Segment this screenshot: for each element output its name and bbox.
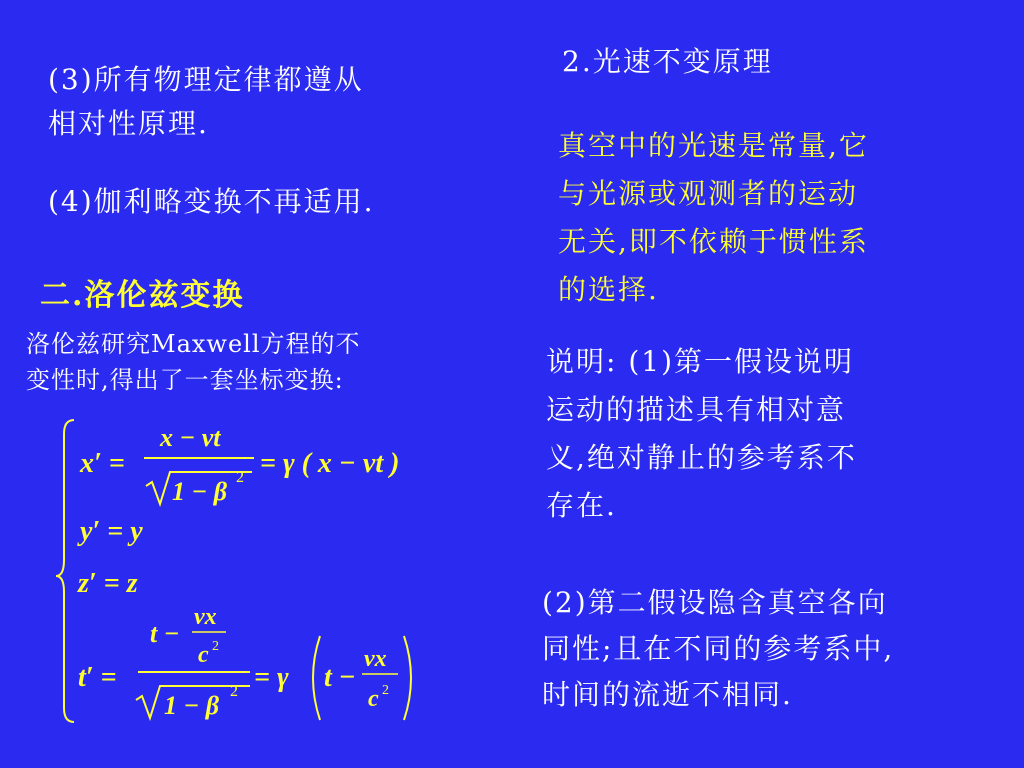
principle-line-1: 与光源或观测者的运动 xyxy=(558,177,859,210)
x-den-exp: 2 xyxy=(236,469,244,486)
t-rhs-c-exp: 2 xyxy=(382,683,389,698)
note2-line-1: 同性;且在不同的参考系中, xyxy=(542,632,895,665)
item-3 xyxy=(48,58,364,146)
t-den-exp: 2 xyxy=(230,683,238,700)
x-rhs: = γ ( x − vt ) xyxy=(260,448,400,479)
t-rhs-vx: vx xyxy=(364,646,387,672)
x-lhs: x′ = xyxy=(80,448,125,479)
principle-line-3: 的选择. xyxy=(558,273,659,306)
t-denominator: 1 − β xyxy=(164,691,220,720)
note2-line-2: 时间的流逝不相同. xyxy=(542,678,793,711)
t-lhs: t′ = xyxy=(78,662,117,693)
t-rhs-t: t − xyxy=(324,662,356,693)
t-right-paren xyxy=(404,636,411,720)
note-2 xyxy=(542,580,894,718)
t-num-t: t − xyxy=(150,619,180,648)
lorentz-equations xyxy=(40,410,440,730)
t-num-vx: vx xyxy=(194,604,217,630)
z-equation: z′ = z xyxy=(78,568,138,599)
x-numerator: x − vt xyxy=(160,423,221,452)
note2-line-0: (2)第二假设隐含真空各向 xyxy=(542,586,888,619)
item-3-line2: 相对性原理. xyxy=(48,107,209,140)
item-3-line1: (3)所有物理定律都遵从 xyxy=(48,63,364,96)
note1-line-1: 运动的描述具有相对意 xyxy=(546,393,847,426)
principle-line-0: 真空中的光速是常量,它 xyxy=(558,129,869,162)
item-4: (4)伽利略变换不再适用. xyxy=(48,185,375,218)
principle-title: 2.光速不变原理 xyxy=(562,45,773,78)
x-denominator: 1 − β xyxy=(172,477,228,506)
principle-line-2: 无关,即不依赖于惯性系 xyxy=(558,225,869,258)
t-left-paren xyxy=(313,636,320,720)
left-brace xyxy=(56,420,74,722)
t-num-c: c xyxy=(198,642,209,668)
t-rhs-c: c xyxy=(368,686,379,712)
principle-body xyxy=(558,122,869,314)
note1-line-3: 存在. xyxy=(546,489,617,522)
t-num-c-exp: 2 xyxy=(212,639,219,654)
note1-line-0: 说明: (1)第一假设说明 xyxy=(546,345,854,378)
t-rhs-gamma: = γ xyxy=(254,662,289,693)
section-title: 二.洛伦兹变换 xyxy=(40,278,245,313)
intro-line2: 变性时,得出了一套坐标变换: xyxy=(26,366,344,394)
intro-text xyxy=(26,326,361,398)
intro-line1: 洛伦兹研究Maxwell方程的不 xyxy=(26,330,361,358)
note-1 xyxy=(546,338,857,530)
note1-line-2: 义,绝对静止的参考系不 xyxy=(546,441,857,474)
y-equation: y′ = y xyxy=(80,516,143,547)
